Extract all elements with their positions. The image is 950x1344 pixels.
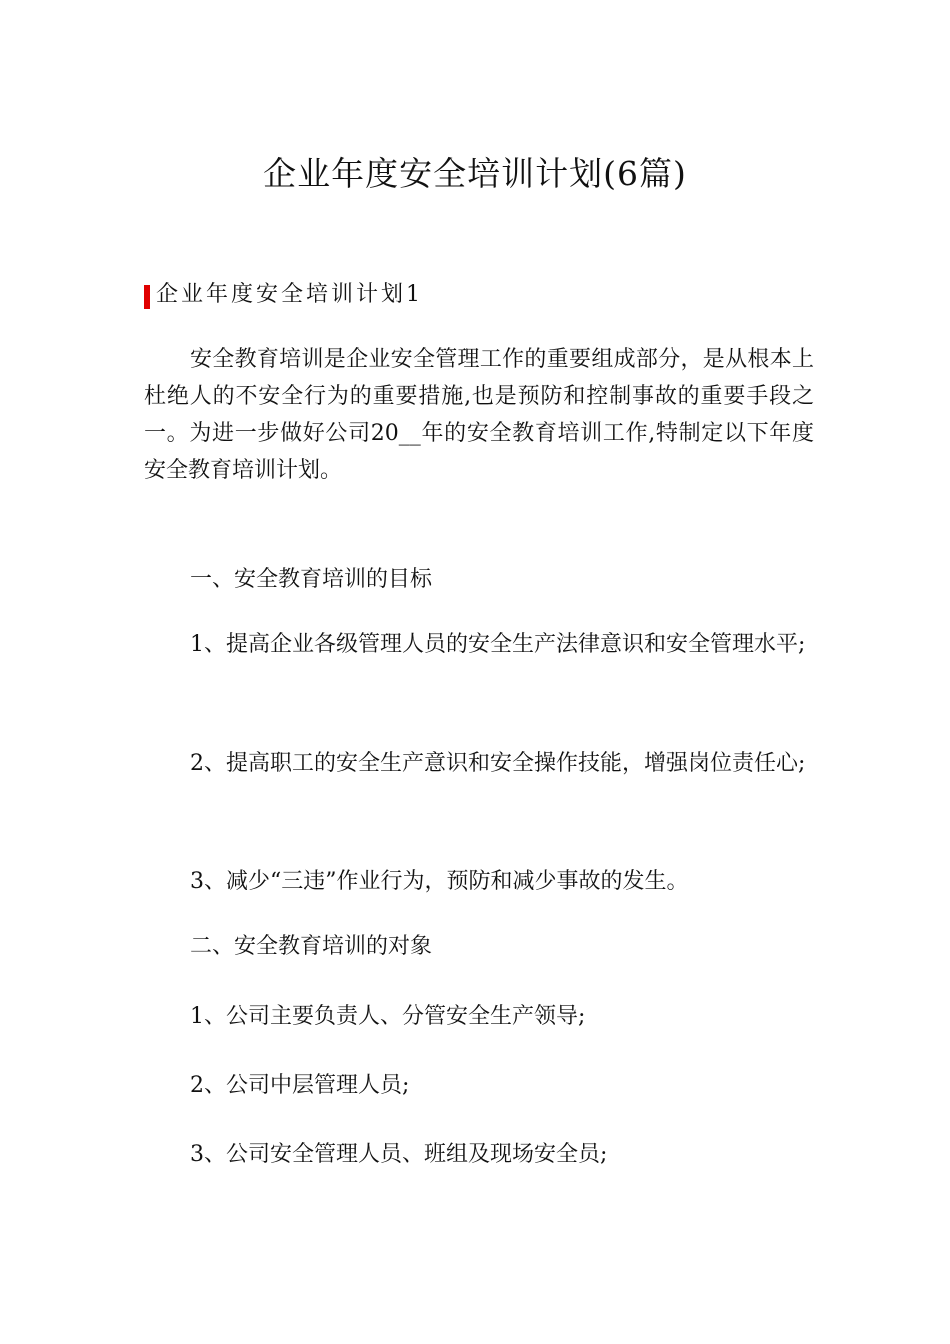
- document-title: 企业年度安全培训计划(6篇): [263, 154, 687, 193]
- section-heading-text: 企业年度安全培训计划1: [156, 281, 423, 307]
- goal-item: 3、减少“三违”作业行为，预防和减少事故的发生。: [190, 869, 689, 894]
- intro-paragraph: 安全教育培训是企业安全管理工作的重要组成部分，是从根本上杜绝人的不安全行为的重要措施,也是预防和控制事故的重要手段之一。为进一步做好公司20__年的安全教育培训工作,特制定以下年度安全教育培训计划。: [144, 347, 814, 483]
- goal-item: 2、提高职工的安全生产意识和安全操作技能，增强岗位责任心;: [190, 751, 806, 776]
- subheading-training-targets: 二、安全教育培训的对象: [190, 934, 433, 959]
- section-heading: [144, 272, 423, 312]
- goal-item: 1、提高企业各级管理人员的安全生产法律意识和安全管理水平;: [190, 632, 806, 657]
- target-item: 2、公司中层管理人员;: [190, 1073, 410, 1098]
- target-item: 1、公司主要负责人、分管安全生产领导;: [190, 1004, 586, 1029]
- target-item: 3、公司安全管理人员、班组及现场安全员;: [190, 1142, 608, 1167]
- subheading-training-goals: 一、安全教育培训的目标: [190, 567, 433, 592]
- heading-marker-bar: [144, 285, 150, 309]
